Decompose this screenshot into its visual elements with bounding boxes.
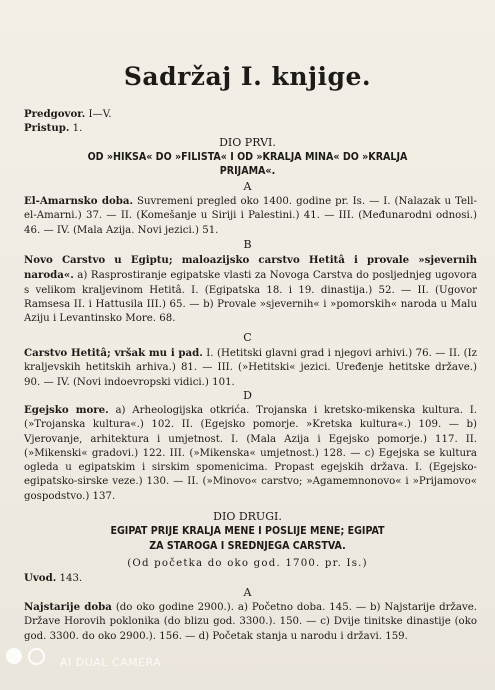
part1-section-c-letter: C	[243, 331, 252, 344]
pristup-page: 1.	[72, 123, 83, 134]
watermark-text: AI DUAL CAMERA	[60, 656, 162, 669]
section-d-title: Egejsko more.	[24, 404, 109, 416]
page-title: Sadržaj I. knjige.	[123, 62, 372, 91]
watermark-ring-icon	[28, 648, 45, 665]
predgovor-pages: I—V.	[88, 109, 112, 120]
section-c-title: Carstvo Hetitâ; vršak mu i pad.	[24, 347, 203, 359]
part1-label: DIO PRVI.	[219, 136, 276, 149]
section-a-title: El-Amarnsko doba.	[24, 195, 134, 207]
watermark-dot-icon	[6, 648, 22, 664]
part1-section-a	[24, 194, 477, 238]
section-b-text: a) Rasprostiranje egipatske vlasti za Novoga Carstva do posljednjeg ugovora s velikom kraljevinom Hetitâ. I. (Egipatska 18. i 19. dinastija.) 52. — II. (Ugovor Ramsesa II. i Hattusila III.) 65. — b) Provale »sjevernih« i »pomorskih« naroda u Malu Aziju i Levantinsko More. 68.	[24, 270, 477, 325]
pristup-entry	[24, 121, 477, 136]
part1-heading-line2: PRIJAMA«.	[219, 165, 276, 177]
part1-section-d-letter: D	[243, 389, 252, 402]
part2-subtitle: (Od početka do oko god. 1700. pr. Is.)	[127, 558, 368, 569]
section-d-text: a) Arheologijska otkrića. Trojanska i kretsko-mikenska kultura. I. (»Trojanska kultura«.) 102. II. (Egejsko pomorje. »Kretska kultura«.) 109. — b) Vjerovanje, arhitektura i umjetnost. I. (Mala Azija i Egejsko pomorje.) 117. II. (»Mikenski« gradovi.) 122. III. (»Mikenska« umjetnost.) 128. — c) Egejska se kultura ogleda u egipatskim i sirskim spomenicima. Propast egejskih država. I. (Egejsko-egipatsko-sirske veze.) 130. — II. (»Minovo« carstvo; »Agamemnonovo« i »Prijamovo« gospodstvo.) 137.	[24, 405, 477, 502]
uvod-page: 143.	[59, 573, 83, 584]
part2-section-a-title: Najstarije doba	[24, 601, 112, 613]
part2-section-a-letter: A	[243, 586, 252, 599]
part2-heading-line2: ZA STAROGA I SREDNJEGA CARSTVA.	[149, 540, 346, 552]
part1-section-b	[24, 253, 477, 326]
part2-section-a-text: (do oko godine 2900.). a) Početno doba. 145. — b) Najstarije države. Države Horovih poklonika (do blizu god. 3300.). 150. — c) Dvije tinitske dinastije (oko god. 3300. do oko 2900.). 156. — d) Početak stanja u narodu i državi. 159.	[24, 602, 477, 642]
uvod-label: Uvod.	[24, 572, 57, 584]
part2-label: DIO DRUGI.	[213, 510, 282, 523]
part1-section-b-letter: B	[243, 238, 252, 251]
part1-heading-line1: OD »HIKSA« DO »FILISTA« I OD »KRALJA MINA« DO »KRALJA	[87, 151, 408, 163]
section-a-text: Suvremeni pregled oko 1400. godine pr. Is. — I. (Nalazak u Tell-el-Amarni.) 37. — II. (Komešanje u Siriji i Palestini.) 41. — III. (Međunarodni odnosi.) 46. — IV. (Mala Azija. Novi jezici.) 51.	[24, 196, 477, 236]
part1-section-d	[24, 403, 477, 504]
camera-watermark	[6, 644, 206, 684]
section-b-title: Novo Carstvo u Egiptu; maloazijsko carstvo Hetitâ i provale »sjevernih naroda«.	[24, 254, 477, 282]
part2-heading-line1: EGIPAT PRIJE KRALJA MENE I POSLIJE MENE; EGIPAT	[110, 525, 385, 537]
part1-section-a-letter: A	[243, 180, 252, 193]
predgovor-entry	[24, 107, 477, 122]
part1-section-c	[24, 346, 477, 390]
predgovor-label: Predgovor.	[24, 108, 86, 120]
part2-section-a	[24, 600, 477, 644]
uvod-entry	[24, 571, 477, 586]
section-c-text: I. (Hetitski glavni grad i njegovi arhivi.) 76. — II. (Iz kraljevskih hetitskih arhiva.) 81. — III. (»Hetitski« jezici. Uređenje hetitske države.) 90. — IV. (Novi indoevropski vidici.) 101.	[24, 348, 478, 388]
pristup-label: Pristup.	[24, 122, 70, 134]
